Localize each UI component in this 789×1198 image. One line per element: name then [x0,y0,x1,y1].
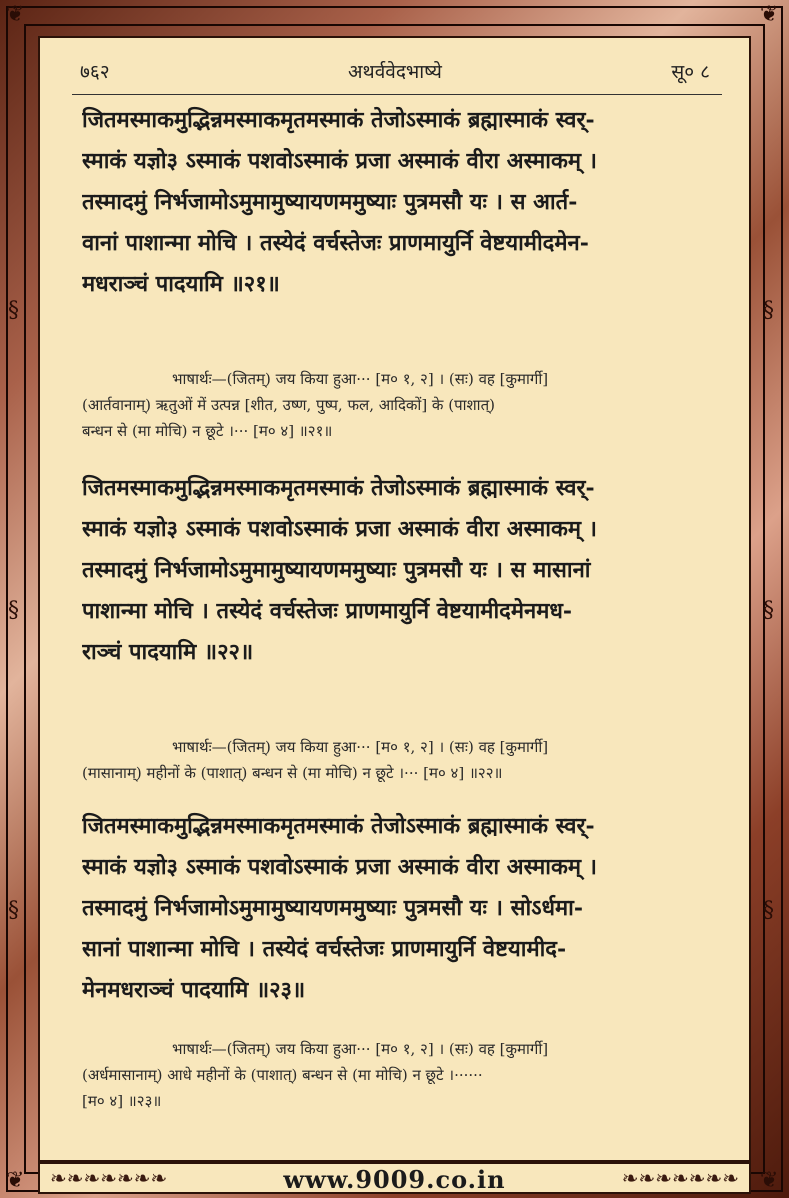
mantra-line: मधराञ्चं पादयामि ॥२१॥ [82,271,280,297]
mantra-line: जितमस्माकमुद्भिन्नमस्माकमृतमस्माकं तेजोऽस्माकं ब्रह्मास्माकं स्वर्- [82,475,595,501]
mantra-line: स्माकं यज्ञो३ ऽस्माकं पशवोऽस्माकं प्रजा अस्माकं वीरा अस्माकम् । [82,148,598,174]
corner-ornament-icon: ❦ [760,1168,779,1193]
mantra-23 [82,806,722,1011]
side-ornament-icon: § [8,598,19,623]
bhashartha-line: (अर्धमासानाम्) आधे महीनों के (पाशात्) बन्धन से (मा मोचि) न छूटे ।······ [82,1066,483,1084]
mantra-line: स्माकं यज्ञो३ ऽस्माकं पशवोऽस्माकं प्रजा अस्माकं वीरा अस्माकम् । [82,854,598,880]
mantra-line: जितमस्माकमुद्भिन्नमस्माकमृतमस्माकं तेजोऽस्माकं ब्रह्मास्माकं स्वर्- [82,813,595,839]
bhashartha-line: [म० ४] ॥२३॥ [82,1092,162,1110]
corner-ornament-icon: ❦ [6,2,25,27]
mantra-line: स्माकं यज्ञो३ ऽस्माकं पशवोऽस्माकं प्रजा अस्माकं वीरा अस्माकम् । [82,516,598,542]
footer-banner [38,1162,751,1194]
page-number: ७६२ [80,61,110,83]
site-url[interactable]: www.9009.co.in [283,1165,506,1194]
mantra-line: मेनमधराञ्चं पादयामि ॥२३॥ [82,977,306,1003]
sukta-number: सू० ८ [671,61,710,83]
bhashartha-23 [82,1036,722,1114]
bhashartha-21 [82,366,722,444]
corner-ornament-icon: ❦ [760,2,779,27]
side-ornament-icon: § [8,898,19,923]
bhashartha-line: बन्धन से (मा मोचि) न छूटे ।··· [म० ४] ॥२१॥ [82,422,333,440]
bhashartha-line: भाषार्थः—(जितम्) जय किया हुआ··· [म० १, २] । (सः) वह [कुमार्गी] [172,738,549,756]
mantra-line: तस्मादमुं निर्भजामोऽमुमामुष्यायणममुष्याः पुत्रमसौ यः । सोऽर्धमा- [82,895,584,921]
page-header [80,58,710,90]
mantra-line: तस्मादमुं निर्भजामोऽमुमामुष्यायणममुष्याः पुत्रमसौ यः । स मासानां [82,557,591,583]
mantra-line: तस्मादमुं निर्भजामोऽमुमामुष्यायणममुष्याः पुत्रमसौ यः । स आर्त- [82,189,578,215]
scroll-ornament-icon: ❧❧❧❧❧❧❧ [50,1166,168,1190]
side-ornament-icon: § [763,898,774,923]
mantra-line: जितमस्माकमुद्भिन्नमस्माकमृतमस्माकं तेजोऽस्माकं ब्रह्मास्माकं स्वर्- [82,107,595,133]
book-page [38,36,751,1162]
side-ornament-icon: § [763,598,774,623]
mantra-line: सानां पाशान्मा मोचि । तस्येदं वर्चस्तेजः प्राणमायुर्नि वेष्टयामीद- [82,936,567,962]
scroll-ornament-icon: ❧❧❧❧❧❧❧ [621,1166,739,1190]
bhashartha-22 [82,734,722,786]
mantra-21 [82,100,722,305]
bhashartha-line: (मासानाम्) महीनों के (पाशात्) बन्धन से (मा मोचि) न छूटे ।··· [म० ४] ॥२२॥ [82,764,503,782]
corner-ornament-icon: ❦ [6,1168,25,1193]
mantra-line: वानां पाशान्मा मोचि । तस्येदं वर्चस्तेजः प्राणमायुर्नि वेष्टयामीदमेन- [82,230,589,256]
header-rule [72,94,722,95]
mantra-line: पाशान्मा मोचि । तस्येदं वर्चस्तेजः प्राणमायुर्नि वेष्टयामीदमेनमध- [82,598,573,624]
side-ornament-icon: § [8,298,19,323]
mantra-22 [82,468,722,673]
bhashartha-line: भाषार्थः—(जितम्) जय किया हुआ··· [म० १, २] । (सः) वह [कुमार्गी] [172,1040,549,1058]
bhashartha-line: (आर्तवानाम्) ऋतुओं में उत्पन्न [शीत, उष्ण, पुष्प, फल, आदिकों] के (पाशात्) [82,396,495,414]
side-ornament-icon: § [763,298,774,323]
bhashartha-line: भाषार्थः—(जितम्) जय किया हुआ··· [म० १, २] । (सः) वह [कुमार्गी] [172,370,549,388]
mantra-line: राञ्चं पादयामि ॥२२॥ [82,639,254,665]
book-title: अथर्ववेदभाष्ये [348,61,442,83]
